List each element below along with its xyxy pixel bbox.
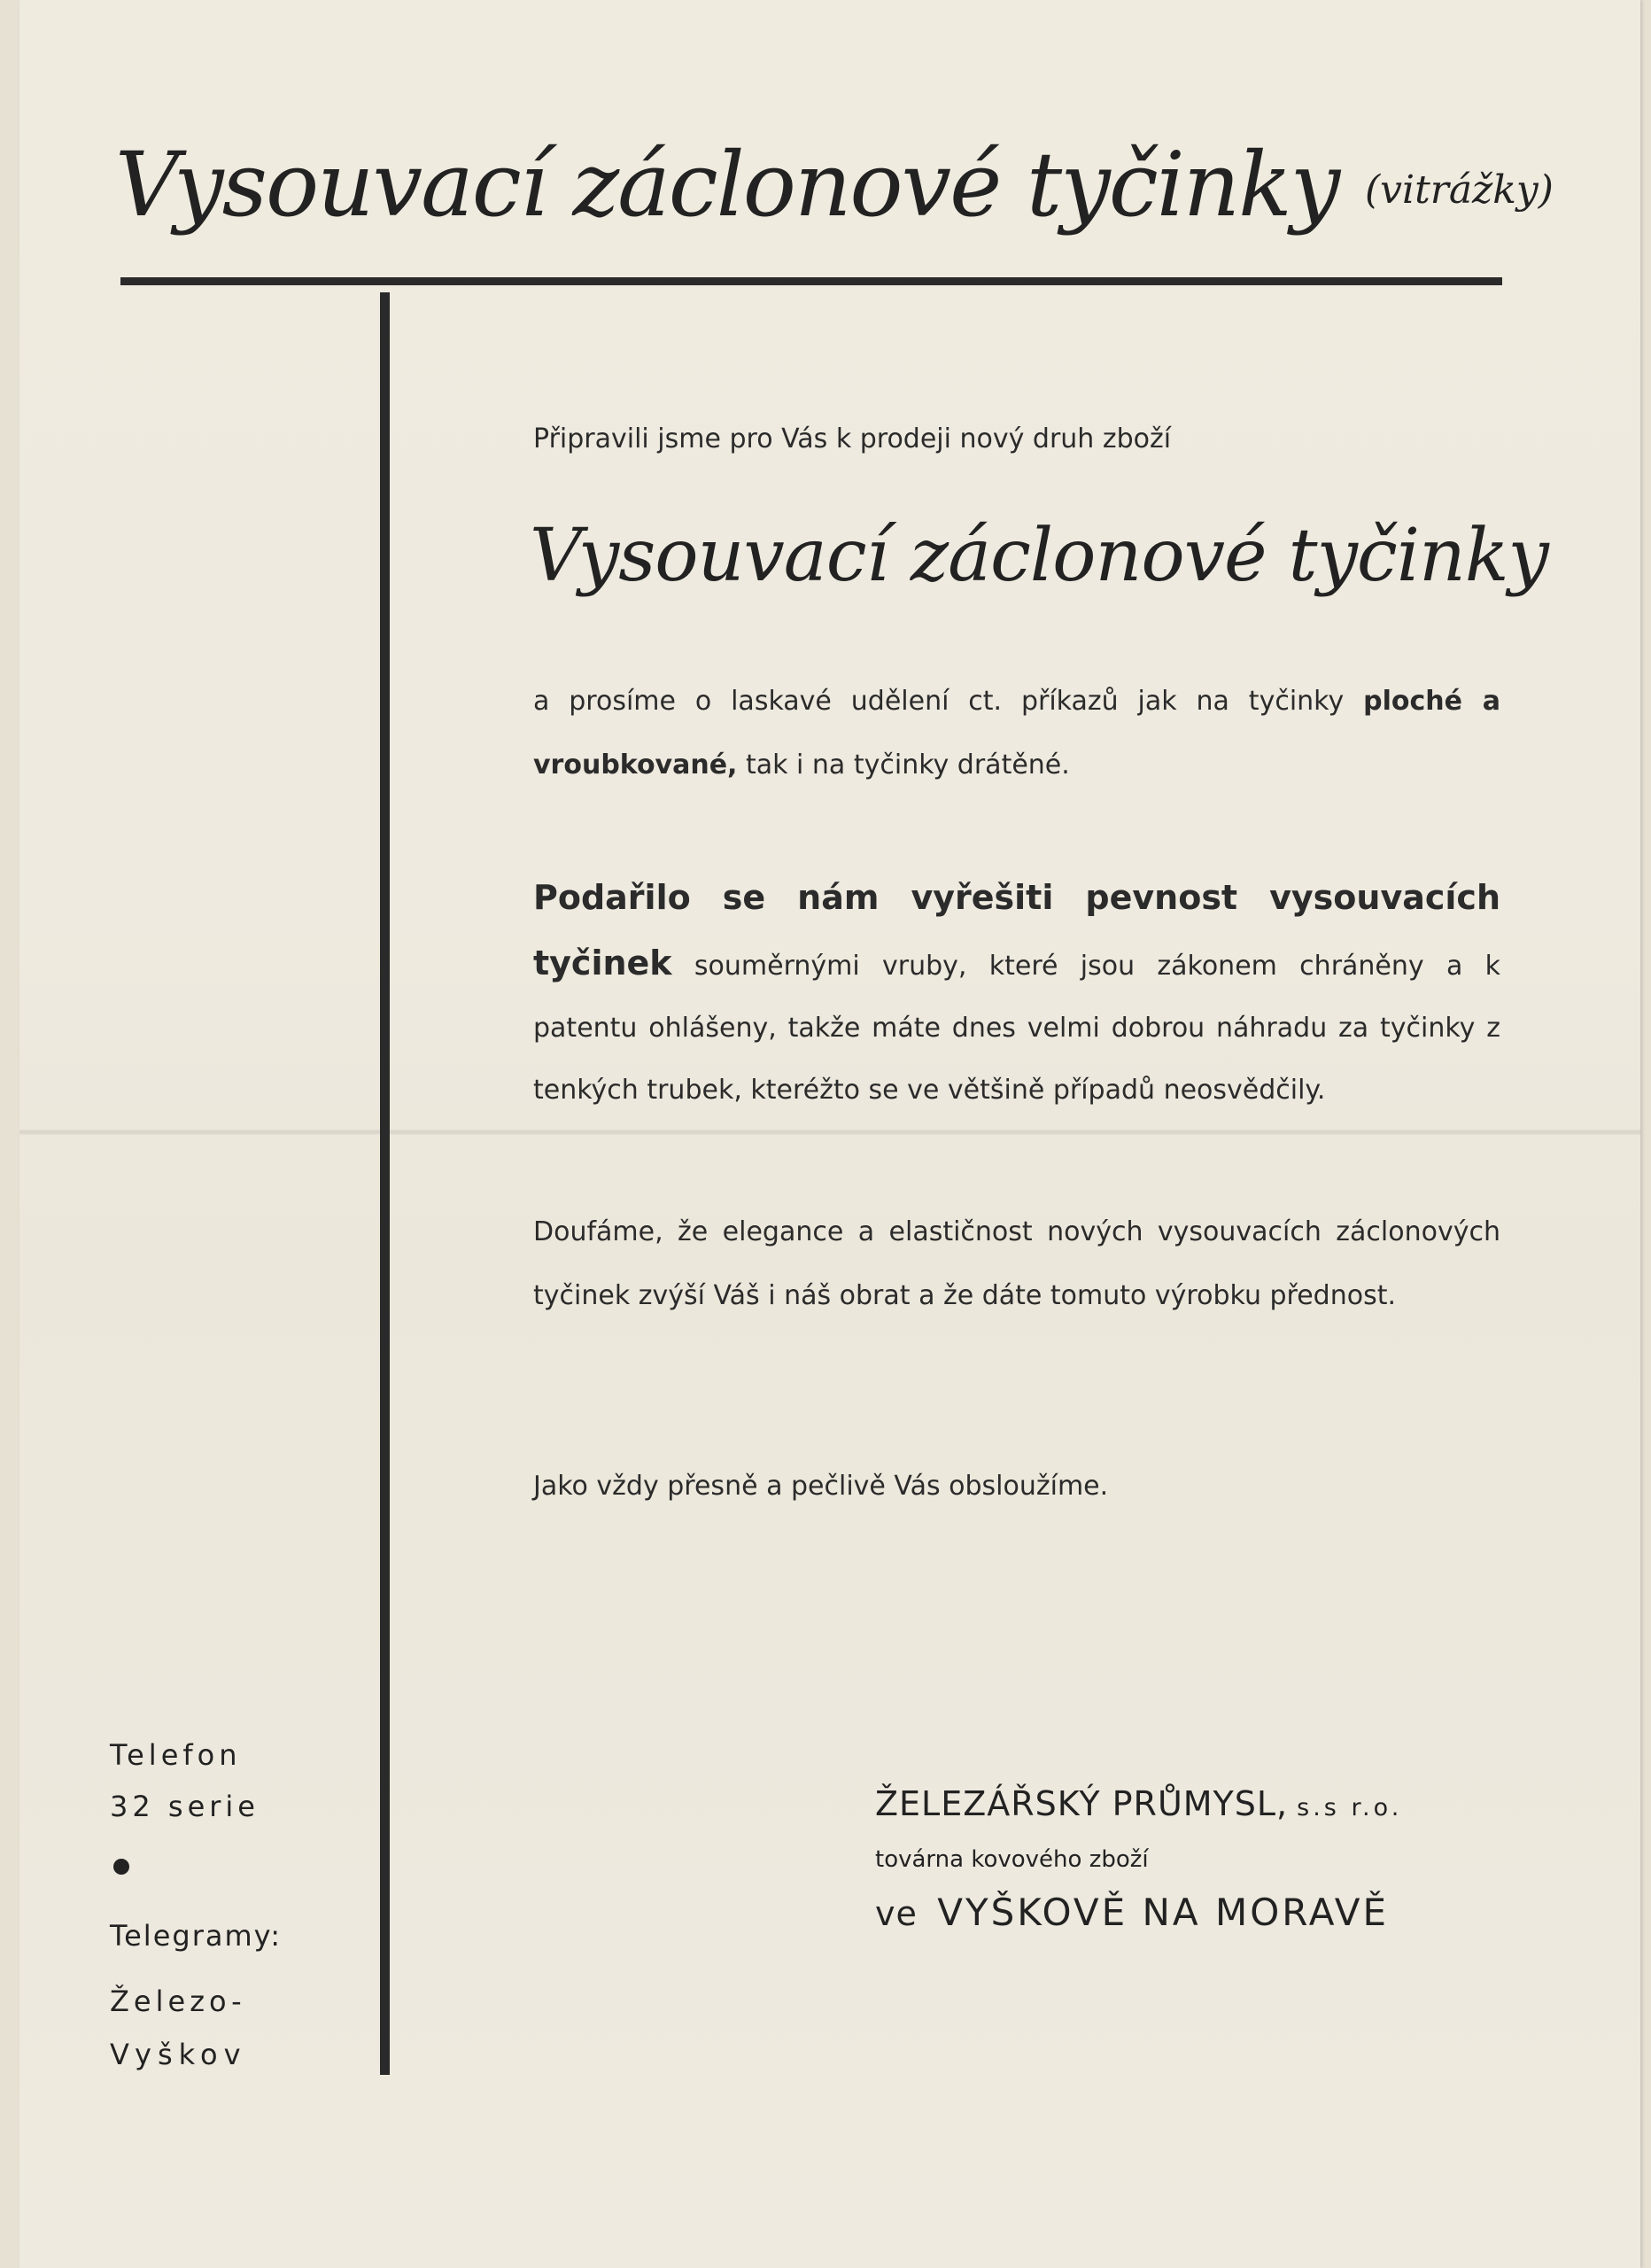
paper-fold (19, 1130, 1640, 1135)
telefon-value: 32 serie (110, 1790, 260, 1823)
hope-paragraph: Doufáme, že elegance a elastičnost nových vysouvacích záclonových tyčinek zvýší Váš i náš obrat a že dáte tomuto výrobku přednost. (533, 1216, 1500, 1311)
order-text-2: tak i na tyčinky drátěné. (737, 750, 1070, 781)
telegram-label: Telegramy: (110, 1919, 283, 1953)
strength-lead: Podařilo se nám vyřešiti pevnost vysouvacích tyčinek (533, 878, 1500, 983)
telegram-line-1: Železo- (110, 1984, 246, 2018)
letterhead-title (115, 133, 1554, 275)
order-bold: ploché a vroubkované, (533, 686, 1500, 781)
telefon-label: Telefon (110, 1738, 242, 1772)
closing-line: Jako vždy přesně a pečlivě Vás obsloužíme. (533, 1471, 1109, 1502)
intro-text: Připravili jsme pro Vás k prodeji nový druh zboží (533, 423, 1172, 454)
order-paragraph (533, 670, 1500, 797)
strength-rest: souměrnými vruby, které jsou zákonem chráněny a k patentu ohlášeny, takže máte dnes velmi dobrou náhradu za tyčinky z tenkých trubek, kteréžto se ve většině případů neosvědčily. (533, 951, 1500, 1106)
company-tagline: továrna kovového zboží (875, 1846, 1149, 1873)
company-location (875, 1891, 1389, 1934)
product-subtitle: Vysouvací záclonové tyčinky (530, 514, 1548, 598)
company-name-text: ŽELEZÁŘSKÝ PRŮMYSL, (875, 1784, 1289, 1823)
bullet-dot-icon (113, 1859, 129, 1875)
order-text-1: a prosíme o laskavé udělení ct. příkazů jak na tyčinky (533, 686, 1364, 717)
title-rule (120, 277, 1502, 285)
title-sub: (vitrážky) (1365, 167, 1554, 213)
title-main: Vysouvací záclonové tyčinky (115, 133, 1339, 237)
company-name (875, 1784, 1402, 1823)
company-form: s.s r.o. (1297, 1794, 1403, 1821)
telegram-line-2: Vyškov (110, 2038, 247, 2071)
column-rule (380, 292, 390, 2075)
location-prefix: ve (875, 1894, 918, 1933)
strength-paragraph (533, 866, 1500, 1122)
location-town: VYŠKOVĚ NA MORAVĚ (937, 1891, 1390, 1934)
